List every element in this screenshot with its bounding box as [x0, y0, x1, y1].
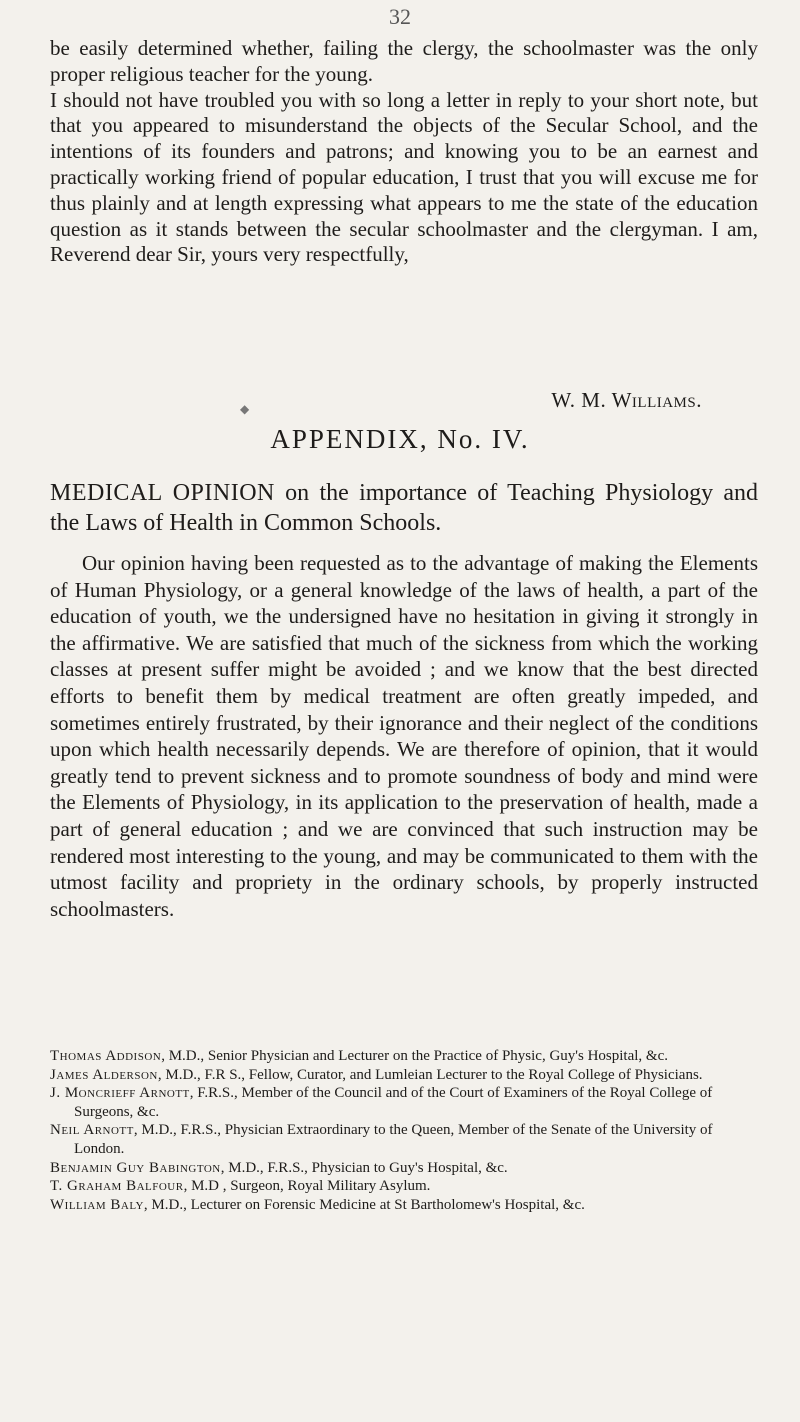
signatories-list [50, 1047, 758, 1214]
appendix-body [50, 550, 758, 922]
appendix-heading: APPENDIX, No. IV. [270, 424, 530, 454]
signatory-item: Thomas Addison, M.D., Senior Physician and Lecturer on the Practice of Physic, Guy's Hospital, &c. [50, 1048, 668, 1064]
letter-paragraph-1: be easily determined whether, failing the clergy, the schoolmaster was the only proper religious teacher for the young. [50, 36, 758, 86]
letter-signature: W. M. Williams. [551, 388, 702, 412]
signatory-item: Benjamin Guy Babington, M.D., F.R.S., Physician to Guy's Hospital, &c. [50, 1159, 508, 1176]
letter-paragraph-2: I should not have troubled you with so long a letter in reply to your short note, but that you appeared to misunderstand the objects of the Secular School, and the intentions of its founders and patrons; and knowing you to be an earnest and practically working friend of popular education, I trust that you will excuse me for thus plainly and at length expressing what appears to me the state of the education question as it stands between the secular schoolmaster and the clergyman. I am, Reverend dear Sir, yours very respectfully, [50, 87, 758, 267]
ornament-mark: ◆ [240, 402, 250, 416]
appendix-title-rest: on the importance of Teaching Physiology and the Laws of Health in Common Schools. [50, 480, 759, 536]
page-number: 32 [389, 4, 411, 29]
signatory-item: T. Graham Balfour, M.D , Surgeon, Royal Military Asylum. [50, 1178, 431, 1195]
appendix-title-caps: MEDICAL OPINION [50, 480, 275, 506]
appendix-title [50, 478, 758, 538]
letter-conclusion [50, 36, 758, 412]
signatory-item: Neil Arnott, M.D., F.R.S., Physician Extraordinary to the Queen, Member of the Senate of the University of London. [50, 1122, 713, 1157]
signatory-item: J. Moncrieff Arnott, F.R.S., Member of the Council and of the Court of Examiners of the Royal College of Surgeons, &c. [50, 1085, 713, 1120]
signatory-item: William Baly, M.D., Lecturer on Forensic Medicine at St Bartholomew's Hospital, &c. [50, 1196, 585, 1213]
appendix-body-paragraph: Our opinion having been requested as to the advantage of making the Elements of Human Physiology, or a general knowledge of the laws of health, a part of the education of youth, we the undersigned have no hesitation in giving it strongly in the affirmative. We are satisfied that much of the sickness from which the working classes at present suffer might be avoided ; and we know that the best directed efforts to benefit them by medical treatment are often greatly impeded, and sometimes entirely frustrated, by their ignorance and their neglect of the conditions upon which health necessarily depends. We are therefore of opinion, that it would greatly tend to prevent sickness and to promote soundness of body and mind were the Elements of Physiology, in its application to the preservation of health, made a part of general education ; and we are convinced that such instruction may be rendered most interesting to the young, and may be communicated to them with the utmost facility and propriety in the ordinary schools, by properly instructed schoolmasters. [50, 551, 758, 921]
signatory-item: James Alderson, M.D., F.R S., Fellow, Curator, and Lumleian Lecturer to the Royal College of Physicians. [50, 1066, 703, 1083]
